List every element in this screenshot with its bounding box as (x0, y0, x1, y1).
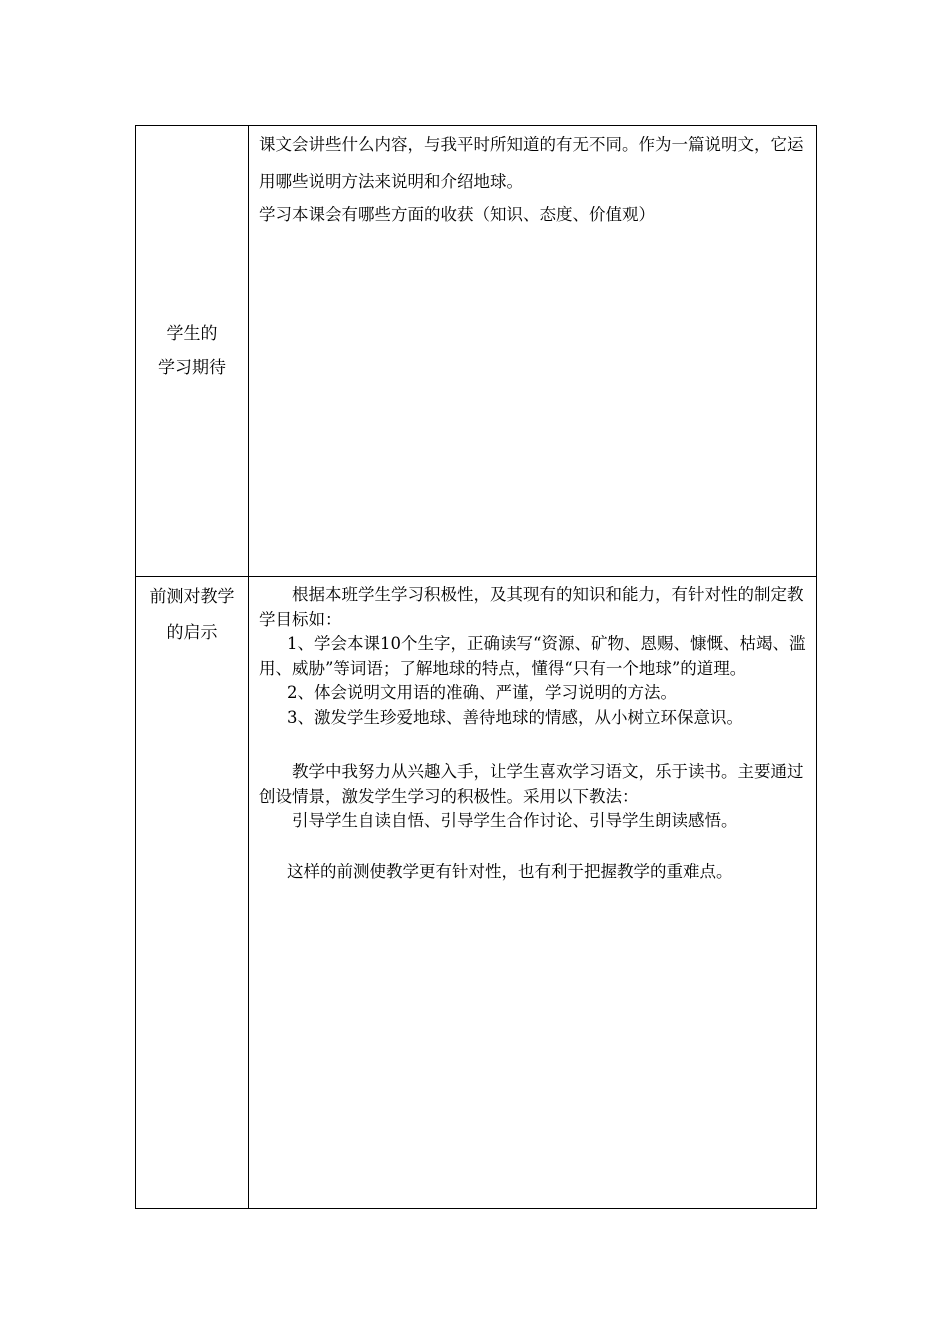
label-line-1: 学生的 (166, 324, 218, 344)
goal-item-1: 1、学会本课10个生字，正确读写“资源、矿物、恩赐、慷慨、枯竭、滥用、威胁”等词语；了解地球的特点，懂得“只有一个地球”的道理。 (259, 634, 806, 678)
expectation-paragraph-2: 学习本课会有哪些方面的收获（知识、态度、价值观） (259, 205, 655, 224)
content-cell-learning-expectation (249, 126, 817, 577)
table-row-teaching-insight (136, 577, 817, 1209)
document-table (135, 125, 817, 1209)
spacer (259, 730, 808, 760)
row-label-teaching-insight (136, 577, 249, 1209)
method-paragraph: 教学中我努力从兴趣入手，让学生喜欢学习语文，乐于读书。主要通过创设情景，激发学生学习的积极性。采用以下教法： (259, 762, 804, 806)
goal-item-2: 2、体会说明文用语的准确、严谨，学习说明的方法。 (287, 683, 678, 702)
goal-item-3: 3、激发学生珍爱地球、善待地球的情感，从小树立环保意识。 (287, 707, 744, 727)
label-line-2: 的启示 (166, 623, 218, 643)
content-cell-teaching-insight (249, 577, 817, 1209)
method-list: 引导学生自读自悟、引导学生合作讨论、引导学生朗读感悟。 (292, 811, 738, 830)
table-row-learning-expectation (136, 126, 817, 577)
expectation-paragraph-1: 课文会讲些什么内容，与我平时所知道的有无不同。作为一篇说明文，它运用哪些说明方法来说明和介绍地球。 (259, 135, 804, 191)
conclusion-paragraph: 这样的前测使教学更有针对性，也有利于把握教学的重难点。 (287, 861, 733, 881)
label-line-1: 前测对教学 (149, 587, 235, 607)
row-label-learning-expectation (136, 126, 249, 577)
label-line-2: 学习期待 (158, 358, 226, 378)
intro-paragraph: 根据本班学生学习积极性，及其现有的知识和能力，有针对性的制定教学目标如： (259, 585, 804, 629)
spacer (259, 834, 808, 860)
